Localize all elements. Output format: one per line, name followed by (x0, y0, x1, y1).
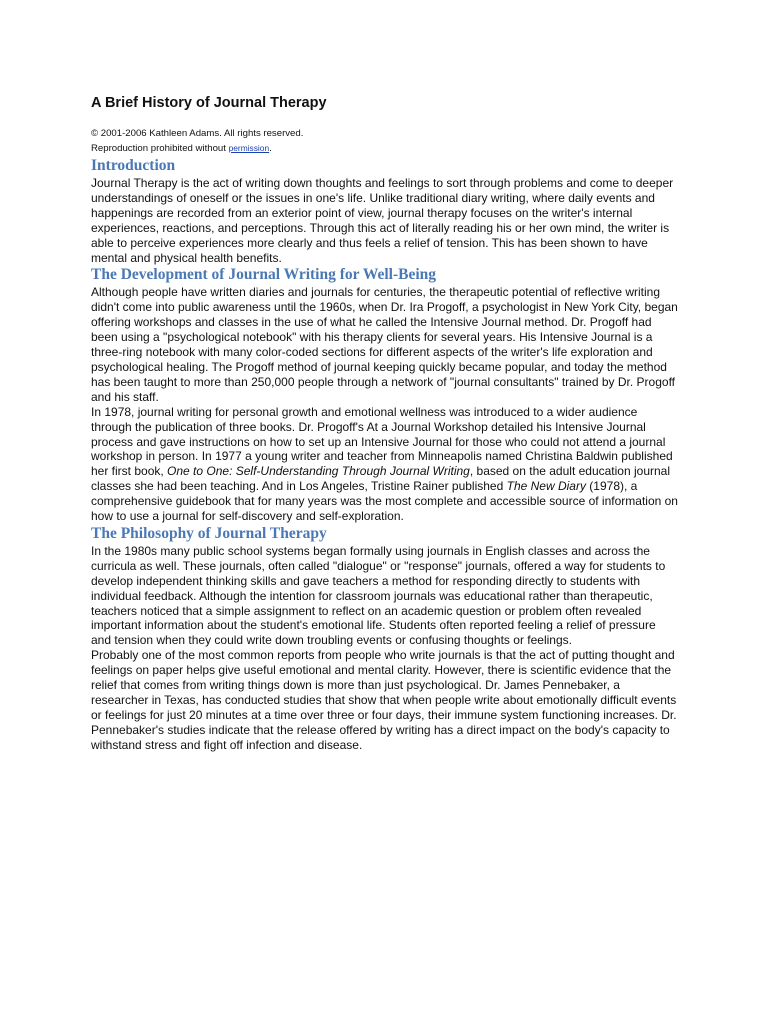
development-paragraph-2 (91, 405, 678, 524)
section-heading-introduction: Introduction (91, 157, 176, 174)
book-title-one-to-one: One to One: Self-Understanding Through Journal Writing (167, 464, 470, 479)
document-title: A Brief History of Journal Therapy (91, 95, 327, 111)
reproduction-end: . (269, 143, 272, 154)
development-paragraph-2-part-3: (1978), a comprehensive guidebook that for many years was the most complete and accessible source of information on how to use a journal for self-discovery and self-exploration. (91, 479, 678, 524)
development-paragraph-1: Although people have written diaries and journals for centuries, the therapeutic potential of reflective writing didn't come into public awareness until the 1960s, when Dr. Ira Progoff, a psychologist in New York City, began offering workshops and classes in the use of what he called the Intensive Journal method. Dr. Progoff had been using a "psychological notebook" with his therapy clients for several years. His Intensive Journal is a three-ring notebook with many color-coded sections for different aspects of the writer's life exploration and psychological healing. The Progoff method of journal keeping quickly became popular, and today the method has been taught to more than 250,000 people through a network of "journal consultants" trained by Dr. Progoff and his staff. (91, 285, 678, 404)
section-heading-philosophy: The Philosophy of Journal Therapy (91, 524, 327, 542)
introduction-paragraph: Journal Therapy is the act of writing down thoughts and feelings to sort through problems and come to deeper understandings of oneself or the issues in one's life. Unlike traditional diary writing, where daily events and happenings are recorded from an exterior point of view, journal therapy focuses on the writer's internal experiences, reactions, and perceptions. Through this act of literally reading his or her own mind, the writer is able to perceive experiences more clearly and thus feels a relief of tension. This has been shown to have mental and physical health benefits. (91, 176, 674, 265)
permission-link[interactable]: permission (228, 143, 270, 153)
section-heading-development: The Development of Journal Writing for Well-Being (91, 266, 437, 284)
book-title-new-diary: The New Diary (506, 479, 586, 494)
philosophy-paragraph-1: In the 1980s many public school systems began formally using journals in English classes and across the curricula as well. These journals, often called "dialogue" or "response" journals, offered a way for students to develop independent thinking skills and gave teachers a method for responding directly to students with individual feedback. Although the intention for classroom journals was educational rather than therapeutic, teachers noticed that a simple assignment to reflect on an academic question or problem often revealed important information about the student's emotional life. Students often reported feeling a relief of pressure and tension when they could write down troubling events or confusing thoughts or feelings. (91, 543, 666, 648)
development-paragraph-2-part-2: , based on the adult education journal classes she had been teaching. And in Los Angeles, Tristine Rainer published (91, 464, 671, 494)
philosophy-paragraph-2: Probably one of the most common reports from people who write journals is that the act of putting thought and feelings on paper helps give useful emotional and mental clarity. However, there is scientific evidence that the relief that comes from writing things down is more than just psychological. Dr. James Pennebaker, a researcher in Texas, has conducted studies that show that when people write about emotionally difficult events or feelings for just 20 minutes at a time over three or four days, their immune system functioning increases. Dr. Pennebaker's studies indicate that the release offered by writing has a direct impact on the body's capacity to withstand stress and fight off infection and disease. (91, 648, 677, 752)
development-paragraph-2-part-1: In 1978, journal writing for personal growth and emotional wellness was introduced to a wider audience through the publication of three books. Dr. Progoff's At a Journal Workshop detailed his Intensive Journal process and gave instructions on how to set up an Intensive Journal for those who could not attend a journal workshop in person. In 1977 a young writer and teacher from Minneapolis named Christina Baldwin published her first book, (91, 404, 673, 479)
copyright-line: © 2001-2006 Kathleen Adams. All rights reserved. (91, 128, 304, 139)
copyright-block (91, 127, 678, 156)
reproduction-notice (91, 141, 678, 156)
reproduction-text: Reproduction prohibited without (91, 143, 229, 154)
